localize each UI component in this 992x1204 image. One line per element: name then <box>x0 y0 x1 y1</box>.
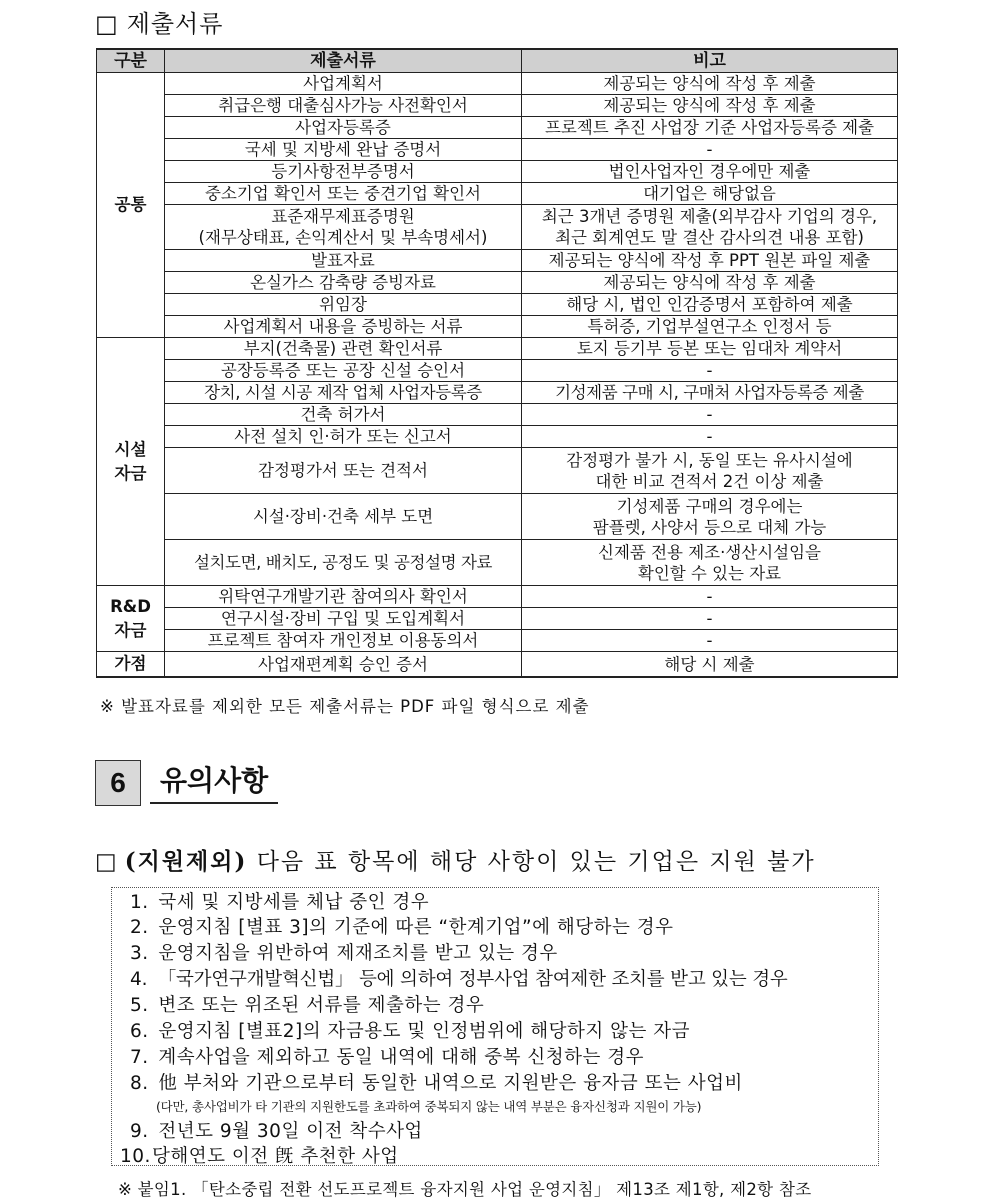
checkbox-square-icon: □ <box>95 849 119 875</box>
note-cell: - <box>522 586 898 608</box>
table-row <box>97 205 898 250</box>
table-header-row <box>97 49 898 73</box>
doc-cell: 위탁연구개발기관 참여의사 확인서 <box>165 586 522 608</box>
table-row <box>97 426 898 448</box>
category-line: 시설 <box>114 439 147 459</box>
item8-subnote: (다만, 총사업비가 타 기관의 지원한도를 초과하여 중복되지 않는 내역 부분은 융자신청과 지원이 가능) <box>156 1099 702 1114</box>
table-row <box>97 652 898 678</box>
section-heading: 유의사항 <box>150 758 278 804</box>
note-cell <box>522 448 898 494</box>
doc-cell: 중소기업 확인서 또는 중견기업 확인서 <box>165 183 522 205</box>
note-cell <box>522 540 898 586</box>
list-item: 2. 운영지침 [별표 3]의 기준에 따른 “한계기업”에 해당하는 경우 <box>130 917 674 938</box>
doc-cell: 시설·장비·건축 세부 도면 <box>165 494 522 540</box>
exclusion-text: 다음 표 항목에 해당 사항이 있는 기업은 지원 불가 <box>256 849 816 875</box>
doc-cell: 등기사항전부증명서 <box>165 161 522 183</box>
doc-cell: 부지(건축물) 관련 확인서류 <box>165 338 522 360</box>
note-line: 신제품 전용 제조·생산시설임을 <box>598 542 821 562</box>
note-cell: 제공되는 양식에 작성 후 PPT 원본 파일 제출 <box>522 250 898 272</box>
doc-cell: 사업재편계획 승인 증서 <box>165 652 522 678</box>
doc-cell: 설치도면, 배치도, 공정도 및 공정설명 자료 <box>165 540 522 586</box>
checkbox-square-icon: □ <box>95 10 119 38</box>
category-line: 자금 <box>114 620 147 640</box>
doc-line: (재무상태표, 손익계산서 및 부속명세서) <box>198 228 488 247</box>
table-row <box>97 95 898 117</box>
note-cell: 프로젝트 추진 사업장 기준 사업자등록증 제출 <box>522 117 898 139</box>
note-cell: - <box>522 139 898 161</box>
doc-cell: 사업계획서 <box>165 73 522 95</box>
note-cell: 토지 등기부 등본 또는 임대차 계약서 <box>522 338 898 360</box>
list-item: 9. 전년도 9월 30일 이전 착수사업 <box>130 1121 423 1142</box>
note-cell: 제공되는 양식에 작성 후 제출 <box>522 95 898 117</box>
table-row <box>97 250 898 272</box>
section-number-box: 6 <box>95 760 141 806</box>
doc-cell: 온실가스 감축량 증빙자료 <box>165 272 522 294</box>
category-bonus: 가점 <box>97 652 165 678</box>
note-cell: - <box>522 360 898 382</box>
table-row <box>97 586 898 608</box>
note-cell: 법인사업자인 경우에만 제출 <box>522 161 898 183</box>
exclusion-list-box <box>111 887 879 1166</box>
table-row <box>97 630 898 652</box>
note-line: 확인할 수 있는 자료 <box>637 563 782 583</box>
doc-cell: 위임장 <box>165 294 522 316</box>
note-cell: 특허증, 기업부설연구소 인정서 등 <box>522 316 898 338</box>
exclusion-bold-label: (지원제외) <box>124 848 248 875</box>
documents-table <box>96 48 898 678</box>
note-cell: - <box>522 608 898 630</box>
category-common: 공통 <box>97 73 165 338</box>
table-row <box>97 272 898 294</box>
note-line: 팜플렛, 사양서 등으로 대체 가능 <box>592 517 827 537</box>
doc-cell: 국세 및 지방세 완납 증명서 <box>165 139 522 161</box>
table-row <box>97 294 898 316</box>
doc-cell: 사전 설치 인·허가 또는 신고서 <box>165 426 522 448</box>
table-row <box>97 360 898 382</box>
list-item: 5. 변조 또는 위조된 서류를 제출하는 경우 <box>130 995 485 1016</box>
note-cell: 대기업은 해당없음 <box>522 183 898 205</box>
note-cell: 해당 시 제출 <box>522 652 898 678</box>
table-row <box>97 448 898 494</box>
header-category: 구분 <box>97 49 165 73</box>
list-item: 10.당해연도 이전 旣 추천한 사업 <box>120 1146 399 1167</box>
note-cell <box>522 205 898 250</box>
doc-cell: 취급은행 대출심사가능 사전확인서 <box>165 95 522 117</box>
note-cell: 해당 시, 법인 인감증명서 포함하여 제출 <box>522 294 898 316</box>
list-item: 3. 운영지침을 위반하여 제재조치를 받고 있는 경우 <box>130 943 558 964</box>
note-line: 감정평가 불가 시, 동일 또는 유사시설에 <box>566 450 853 470</box>
pdf-format-note: ※ 발표자료를 제외한 모든 제출서류는 PDF 파일 형식으로 제출 <box>100 697 590 716</box>
doc-cell: 장치, 시설 시공 제작 업체 사업자등록증 <box>165 382 522 404</box>
list-item: 4. 「국가연구개발혁신법」 등에 의하여 정부사업 참여제한 조치를 받고 있는 경우 <box>130 969 788 990</box>
note-cell: - <box>522 404 898 426</box>
note-line: 최근 회계연도 말 결산 감사의견 내용 포함) <box>555 228 864 247</box>
list-item: 7. 계속사업을 제외하고 동일 내역에 대해 중복 신청하는 경우 <box>130 1047 644 1068</box>
doc-cell <box>165 205 522 250</box>
note-line: 기성제품 구매의 경우에는 <box>616 496 803 516</box>
doc-cell: 발표자료 <box>165 250 522 272</box>
list-item: 6. 운영지침 [별표2]의 자금용도 및 인정범위에 해당하지 않는 자금 <box>130 1021 691 1042</box>
table-row <box>97 608 898 630</box>
note-cell: 제공되는 양식에 작성 후 제출 <box>522 272 898 294</box>
section-title-text: 제출서류 <box>126 10 224 38</box>
table-row <box>97 494 898 540</box>
reference-note: ※ 붙임1. 「탄소중립 전환 선도프로젝트 융자지원 사업 운영지침」 제13조 제1항, 제2항 참조 <box>118 1180 812 1199</box>
table-row <box>97 404 898 426</box>
doc-cell: 프로젝트 참여자 개인정보 이용동의서 <box>165 630 522 652</box>
table-row <box>97 73 898 95</box>
category-facility <box>97 338 165 586</box>
note-cell <box>522 494 898 540</box>
note-cell: 제공되는 양식에 작성 후 제출 <box>522 73 898 95</box>
category-line: R&D <box>110 596 151 616</box>
note-cell: - <box>522 426 898 448</box>
note-cell: 기성제품 구매 시, 구매처 사업자등록증 제출 <box>522 382 898 404</box>
doc-cell: 사업계획서 내용을 증빙하는 서류 <box>165 316 522 338</box>
section-title <box>95 4 223 39</box>
table-row <box>97 117 898 139</box>
table-row <box>97 382 898 404</box>
doc-cell: 연구시설·장비 구입 및 도입계획서 <box>165 608 522 630</box>
table-row <box>97 316 898 338</box>
doc-cell: 감정평가서 또는 견적서 <box>165 448 522 494</box>
doc-cell: 공장등록증 또는 공장 신설 승인서 <box>165 360 522 382</box>
table-row <box>97 161 898 183</box>
list-item: 1. 국세 및 지방세를 체납 중인 경우 <box>130 892 430 913</box>
category-line: 자금 <box>114 463 147 483</box>
category-rnd <box>97 586 165 652</box>
doc-line: 표준재무제표증명원 <box>271 207 415 226</box>
header-note: 비고 <box>522 49 898 73</box>
list-item: 8. 他 부처와 기관으로부터 동일한 내역으로 지원받은 융자금 또는 사업비 <box>130 1073 743 1094</box>
table-row <box>97 183 898 205</box>
note-line: 최근 3개년 증명원 제출(외부감사 기업의 경우, <box>541 207 878 226</box>
doc-cell: 사업자등록증 <box>165 117 522 139</box>
header-document: 제출서류 <box>165 49 522 73</box>
exclusion-title <box>95 843 816 876</box>
table-row <box>97 540 898 586</box>
table-row <box>97 338 898 360</box>
table-row <box>97 139 898 161</box>
note-cell: - <box>522 630 898 652</box>
doc-cell: 건축 허가서 <box>165 404 522 426</box>
note-line: 대한 비교 견적서 2건 이상 제출 <box>595 471 824 491</box>
